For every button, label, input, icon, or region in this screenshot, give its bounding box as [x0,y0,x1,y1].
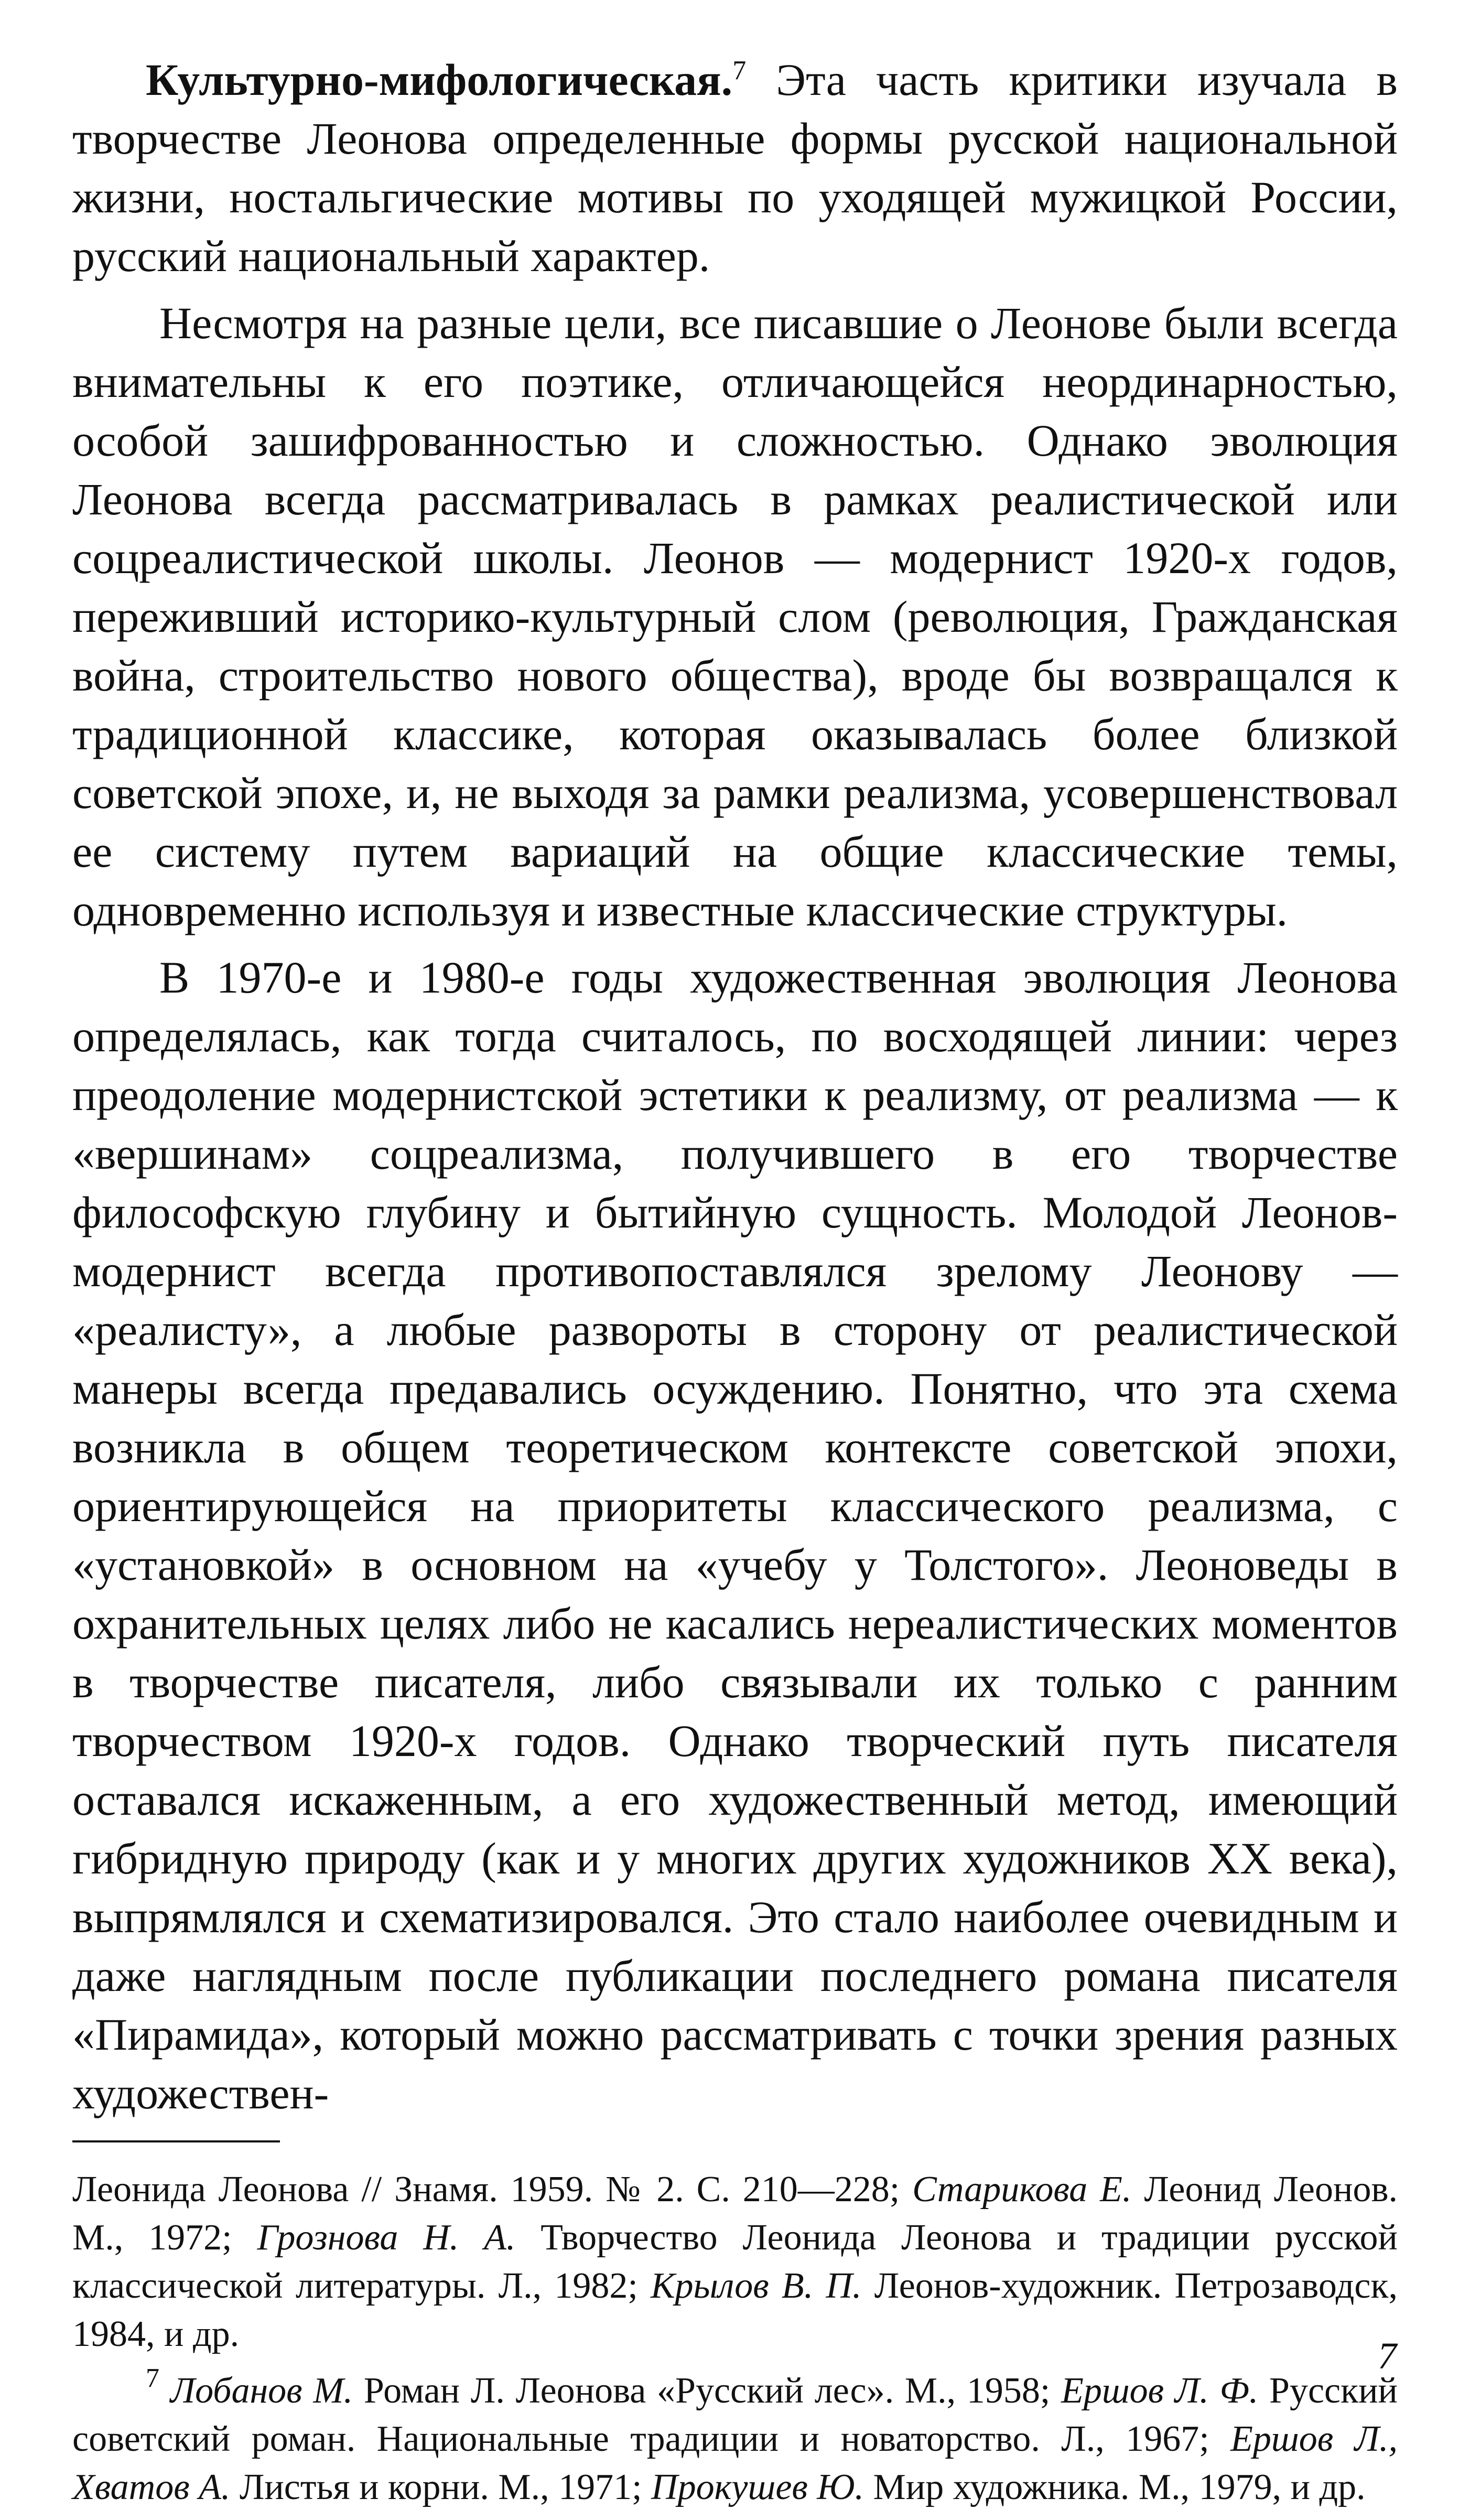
footnote-text: Листья и корни. М., 1971; [230,2467,652,2507]
footnote-text: Русский советский роман. Национальные традиции и новаторство. Л., 1967; [72,2371,1398,2459]
footnote-text: Леонида Леонова // Знамя. 1959. № 2. С. 210—228; [72,2169,913,2210]
footnote-author: Ершов Л. Ф. [1061,2371,1259,2411]
paragraph-3: В 1970-е и 1980-е годы художественная эволюция Леонова определялась, как тогда считалось, по восходящей линии: через преодоление модернистской эстетики к реализму, от реализма — к «вершинам» соцреализма, получившего в его творчестве философскую глубину и бытийную сущность. Молодой Леонов-модернист всегда противопоставлялся зрелому Леонову — «реалисту», а любые развороты в сторону от реалистической манеры всегда предавались осуждению. Понятно, что эта схема возникла в общем теоретическом контексте советской эпохи, ориентирующейся на приоритеты классического реализма, с «установкой» в основном на «учебу у Толстого». Леоноведы в охранительных целях либо не касались нереалистических моментов в творчестве писателя, либо связывали их только с ранним творчеством 1920-х годов. Однако творческий путь писателя оставался искаженным, а его художественный метод, имеющий гибридную природу (как и у многих других художников XX века), выпрямлялся и схематизировался. Это стало наиболее очевидным и даже наглядным после публикации последнего романа писателя «Пирамида», который можно рассматривать с точки зрения разных художествен- [72,952,1398,2118]
paragraph-2: Несмотря на разные цели, все писавшие о Леонове были всегда внимательны к его поэтике, отличающейся неординарностью, особой зашифрованностью и сложностью. Однако эволюция Леонова всегда рассматривалась в рамках реалистической или соцреалистической школы. Леонов — модернист 1920-х годов, переживший историко-культурный слом (революция, Гражданская война, строительство нового общества), вроде бы возвращался к традиционной классике, которая оказывалась более близкой советской эпохе, и, не выходя за рамки реализма, усовершенствовал ее систему путем вариаций на общие классические темы, одновременно используя и известные классические структуры. [72,298,1398,935]
footnote-author: Лобанов М. [170,2371,353,2411]
paragraph-1-text: Эта часть критики изучала в творчестве Леонова определенные формы русской национальной жизни, ностальгические мотивы по уходящей мужицкой России, русский национальный характер. [72,55,1398,281]
footnote-continuation [72,2166,1398,2359]
footnote-7 [72,2363,1398,2512]
footnote-author: Крылов В. П. [651,2266,862,2306]
footnote-rule [72,2140,280,2142]
footnote-author: Ершов Л., Хватов А. [72,2419,1398,2507]
run-in-heading: Культурно-мифологическая. [146,55,733,105]
footnote-author: Старикова Е. [912,2169,1132,2210]
footnote-author: Грознова Н. А. [257,2217,516,2258]
footnote-text: Творчество Леонида Леонова и традиции русской классической литературы. Л., 1982; [72,2217,1398,2306]
footnote-marker: 7 [146,2363,159,2393]
book-page [72,50,1398,2520]
page-number: 7 [1378,2335,1397,2377]
footnote-author: Прокушев Ю. [651,2467,864,2507]
footnote-text: Леонов-художник. Петрозаводск, 1984, и др. [72,2266,1398,2354]
footnote-text: Мир художника. М., 1979, и др. [864,2467,1366,2507]
footnote-text: Леонид Леонов. М., 1972; [72,2169,1398,2258]
paragraph-1 [72,50,1398,285]
footnote-ref-7: 7 [732,56,747,85]
main-text [72,50,1398,2123]
footnotes [72,2166,1398,2512]
footnote-text: Роман Л. Леонова «Русский лес». М., 1958; [353,2371,1062,2411]
